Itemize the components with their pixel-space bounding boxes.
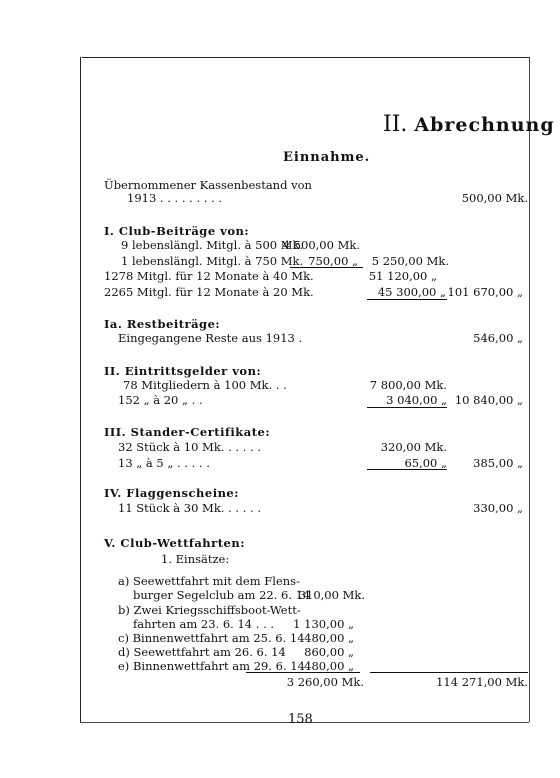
club-dues-row-label: 1278 Mitgl. für 12 Monate à 40 Mk.	[104, 269, 314, 283]
club-dues-heading: I. Club-Beiträge von:	[104, 224, 250, 238]
carryover-total: 500,00 Mk.	[461, 191, 528, 205]
certificates-underline	[367, 469, 447, 470]
flag-certs-total: 330,00 „	[473, 501, 523, 515]
frame-right-border	[529, 57, 530, 722]
regattas-heading: V. Club-Wettfahrten:	[104, 536, 245, 550]
regatta-label-1: c) Binnenwettfahrt am 25. 6. 14	[118, 631, 305, 645]
entry-fees-heading: II. Eintrittsgelder von:	[104, 364, 262, 378]
club-dues-row-label: 2265 Mitgl. für 12 Monate à 20 Mk.	[104, 285, 314, 299]
club-dues-row-col2: 45 300,00 „	[377, 285, 446, 299]
arrears-heading: Ia. Restbeiträge:	[104, 317, 221, 331]
club-dues-row-col2: 5 250,00 Mk.	[371, 254, 449, 268]
frame-left-border	[80, 57, 81, 722]
section-subtitle: Einnahme.	[283, 150, 371, 165]
entry-fees-row-col2: 3 040,00 „	[386, 393, 447, 407]
entry-fees-row-col2: 7 800,00 Mk.	[369, 378, 447, 392]
certificates-heading: III. Stander-Certifikate:	[104, 425, 271, 439]
certificates-row-label: 32 Stück à 10 Mk. . . . . .	[118, 440, 262, 454]
title-word: Abrechnung	[414, 114, 555, 136]
flag-certs-label: 11 Stück à 30 Mk. . . . . .	[118, 501, 262, 515]
certificates-row-label: 13 „ à 5 „ . . . . .	[118, 456, 210, 470]
frame-top-border	[82, 57, 529, 58]
club-dues-row-label: 1 lebenslängl. Mitgl. à 750 Mk.	[121, 254, 304, 268]
grand-total-underline	[370, 672, 528, 673]
club-dues-row-col3: 101 670,00 „	[447, 285, 523, 299]
regatta-amount: 1 130,00 „	[293, 617, 354, 631]
arrears-label: Eingegangene Reste aus 1913 .	[118, 331, 303, 345]
entry-fees-row-col3: 10 840,00 „	[454, 393, 523, 407]
arrears-total: 546,00 „	[473, 331, 523, 345]
entry-fees-row-label: 152 „ à 20 „ . .	[118, 393, 203, 407]
regatta-label-1: b) Zwei Kriegsschiffsboot-Wett-	[118, 603, 301, 617]
regatta-label-1: a) Seewettfahrt mit dem Flens-	[118, 574, 300, 588]
grand-total: 114 271,00 Mk.	[436, 675, 528, 689]
regattas-underline	[246, 672, 360, 673]
entry-fees-underline	[367, 407, 447, 408]
regatta-amount: 480,00 „	[304, 659, 354, 673]
regatta-label-1: e) Binnenwettfahrt am 29. 6. 14	[118, 659, 305, 673]
regatta-amount: 860,00 „	[304, 645, 354, 659]
page-number: 158	[288, 712, 313, 727]
certificates-row-col2: 320,00 Mk.	[380, 440, 447, 454]
page-title	[383, 112, 555, 137]
certificates-row-col2: 65,00 „	[404, 456, 447, 470]
club-dues-underline-2	[367, 299, 447, 300]
club-dues-row-label: 9 lebenslängl. Mitgl. à 500 Mk.	[121, 238, 304, 252]
regattas-subheading: 1. Einsätze:	[161, 552, 230, 566]
flag-certs-heading: IV. Flaggenscheine:	[104, 486, 239, 500]
carryover-label-2: 1913 . . . . . . . . .	[127, 191, 223, 205]
regatta-label-1: d) Seewettfahrt am 26. 6. 14	[118, 645, 286, 659]
regatta-label-2: fahrten am 23. 6. 14 . . .	[133, 617, 275, 631]
title-roman: II.	[383, 112, 408, 137]
certificates-row-col3: 385,00 „	[473, 456, 523, 470]
carryover-label-1: Übernommener Kassenbestand von	[104, 178, 312, 192]
regatta-amount: 480,00 „	[304, 631, 354, 645]
regatta-label-2: burger Segelclub am 22. 6. 14	[133, 588, 311, 602]
club-dues-row-col1: 4 500,00 Mk.	[282, 238, 360, 252]
club-dues-underline-1	[290, 267, 363, 268]
entry-fees-row-label: 78 Mitgliedern à 100 Mk. . .	[123, 378, 287, 392]
regattas-subtotal: 3 260,00 Mk.	[286, 675, 364, 689]
regatta-amount: 310,00 Mk.	[298, 588, 365, 602]
club-dues-row-col2: 51 120,00 „	[368, 269, 437, 283]
club-dues-row-col1: 750,00 „	[308, 254, 358, 268]
